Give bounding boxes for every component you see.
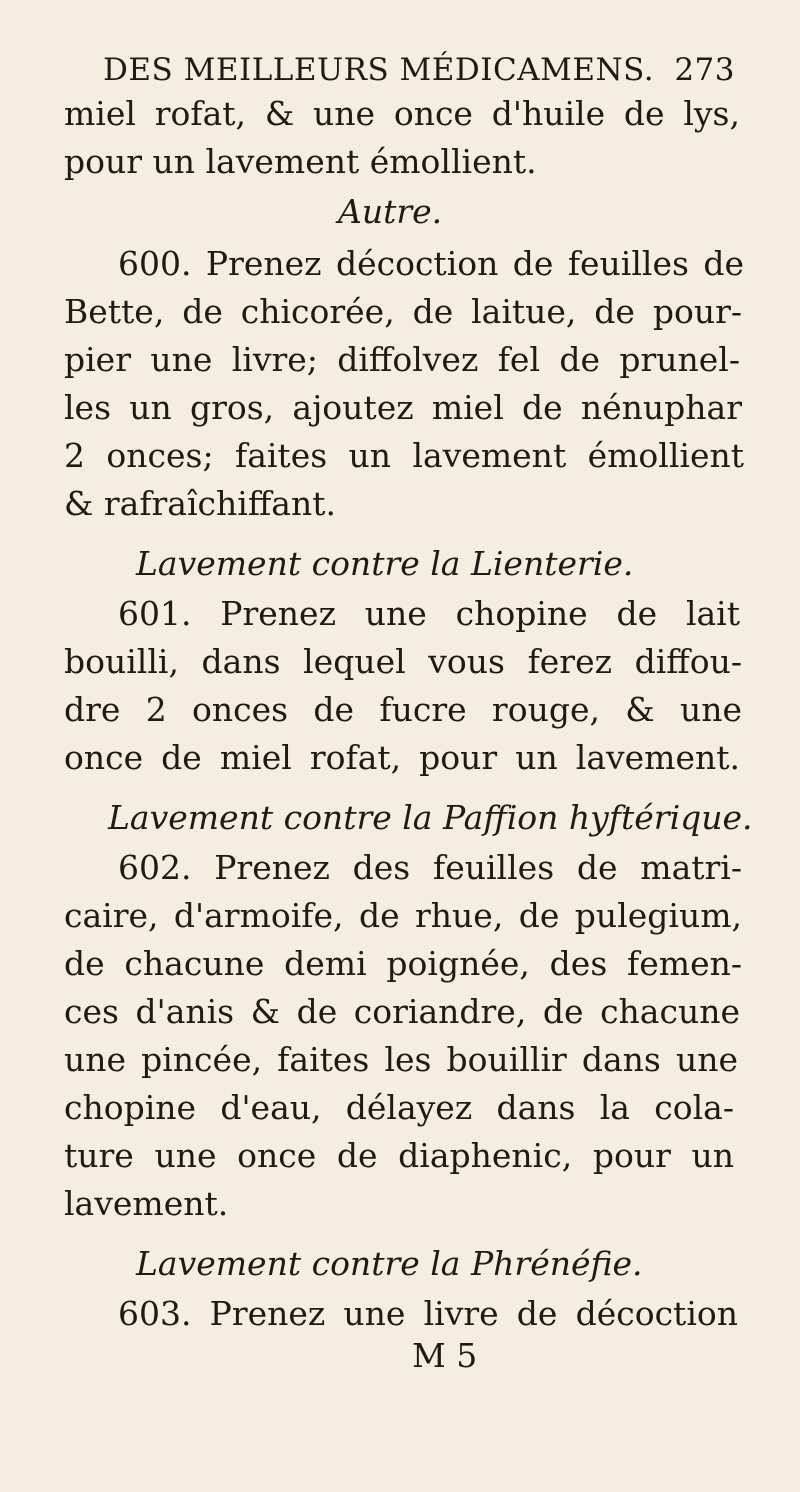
page-number: 273 — [674, 52, 735, 88]
text-line: ture une once de diaphenic, pour un — [64, 1136, 734, 1175]
section-heading: Lavement contre la Paffion hyftérique. — [108, 798, 753, 837]
text-line: 2 onces; faites un lavement émollient — [64, 436, 744, 475]
text-line: pier une livre; diffolvez fel de prunel- — [64, 340, 740, 379]
text-line: & rafraîchiffant. — [64, 484, 336, 523]
running-title: DES MEILLEURS MÉDICAMENS. — [103, 52, 655, 88]
text-line: caire, d'armoife, de rhue, de pulegium, — [64, 896, 742, 935]
text-line: les un gros, ajoutez miel de nénuphar — [64, 388, 742, 427]
text-line: miel rofat, & une once d'huile de lys, — [64, 94, 740, 133]
section-heading: Lavement contre la Phrénéfie. — [136, 1244, 643, 1283]
text-line: Bette, de chicorée, de laitue, de pour- — [64, 292, 742, 331]
section-heading: Autre. — [338, 192, 443, 231]
text-line: chopine d'eau, délayez dans la cola- — [64, 1088, 734, 1127]
text-line: de chacune demi poignée, des femen- — [64, 944, 742, 983]
signature-mark: M 5 — [412, 1336, 478, 1375]
text-line: 603. Prenez une livre de décoction — [118, 1294, 738, 1333]
text-line: une pincée, faites les bouillir dans une — [64, 1040, 738, 1079]
text-line: 600. Prenez décoction de feuilles de — [118, 244, 744, 283]
text-line: pour un lavement émollient. — [64, 142, 537, 181]
text-line: bouilli, dans lequel vous ferez diffou- — [64, 642, 742, 681]
section-heading: Lavement contre la Lienterie. — [136, 544, 634, 583]
text-line: 602. Prenez des feuilles de matri- — [118, 848, 742, 887]
text-line: ces d'anis & de coriandre, de chacune — [64, 992, 740, 1031]
text-line: once de miel rofat, pour un lavement. — [64, 738, 740, 777]
text-line: dre 2 onces de fucre rouge, & une — [64, 690, 742, 729]
text-line: 601. Prenez une chopine de lait — [118, 594, 740, 633]
text-line: lavement. — [64, 1184, 229, 1223]
